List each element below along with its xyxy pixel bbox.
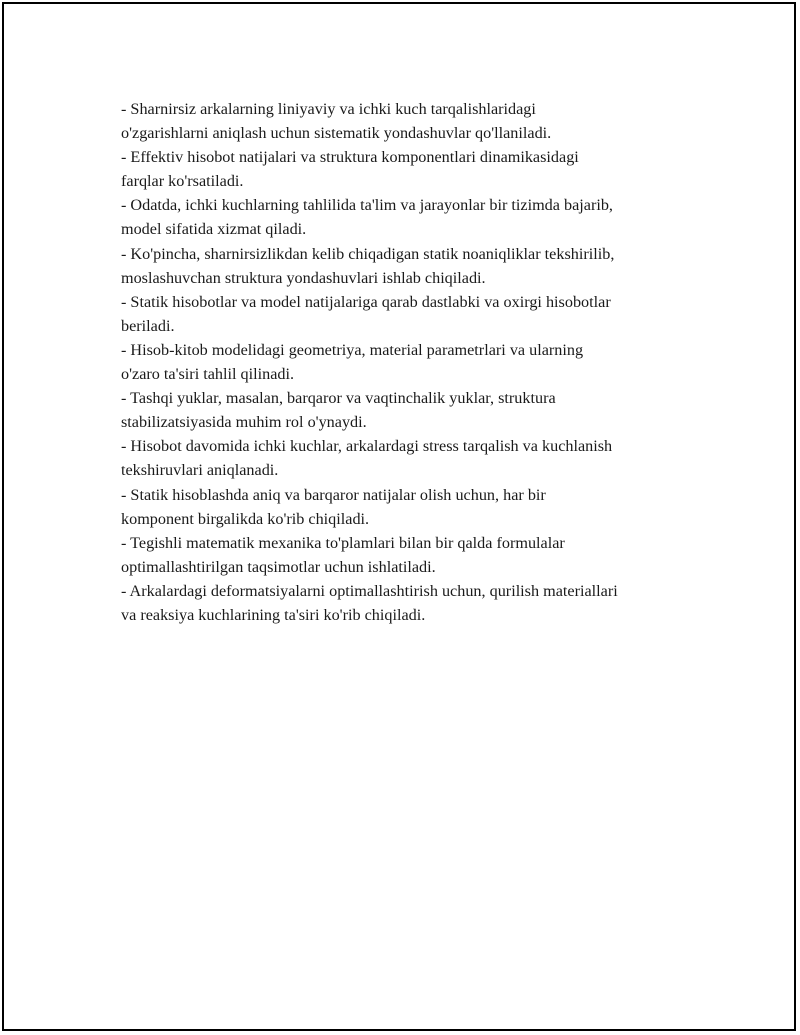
text-line: - Arkalardagi deformatsiyalarni optimallashtirish uchun, qurilish materiallari xyxy=(121,581,618,600)
text-line: - Sharnirsiz arkalarning liniyaviy va ichki kuch tarqalishlaridagi xyxy=(121,100,536,118)
text-line: optimallashtirilgan taqsimotlar uchun ishlatiladi. xyxy=(121,557,436,576)
text-line: - Ko'pincha, sharnirsizlikdan kelib chiqadigan statik noaniqliklar tekshirilib, xyxy=(121,244,615,263)
text-line: - Statik hisobotlar va model natijalariga qarab dastlabki va oxirgi hisobotlar xyxy=(121,292,611,311)
text-line: va reaksiya kuchlarining ta'siri ko'rib chiqiladi. xyxy=(121,605,426,624)
text-line: - Statik hisoblashda aniq va barqaror natijalar olish uchun, har bir xyxy=(121,485,546,504)
text-line: stabilizatsiyasida muhim rol o'ynaydi. xyxy=(121,413,367,432)
document-body xyxy=(121,97,696,627)
text-line: beriladi. xyxy=(121,316,175,335)
text-line: - Tegishli matematik mexanika to'plamlari bilan bir qalda formulalar xyxy=(121,533,565,552)
text-line: - Hisob-kitob modelidagi geometriya, material parametrlari va ularning xyxy=(121,340,584,359)
text-line: - Odatda, ichki kuchlarning tahlilida ta'lim va jarayonlar bir tizimda bajarib, xyxy=(121,196,613,215)
text-line: tekshiruvlari aniqlanadi. xyxy=(121,461,279,480)
text-line: o'zgarishlarni aniqlash uchun sistematik yondashuvlar qo'llaniladi. xyxy=(121,124,552,143)
text-line: model sifatida xizmat qiladi. xyxy=(121,220,307,239)
text-line: - Tashqi yuklar, masalan, barqaror va vaqtinchalik yuklar, struktura xyxy=(121,389,556,408)
page-frame xyxy=(2,2,796,1031)
text-line: komponent birgalikda ko'rib chiqiladi. xyxy=(121,509,370,528)
text-line: - Hisobot davomida ichki kuchlar, arkalardagi stress tarqalish va kuchlanish xyxy=(121,437,613,456)
text-line: o'zaro ta'siri tahlil qilinadi. xyxy=(121,365,295,384)
text-line: - Effektiv hisobot natijalari va struktura komponentlari dinamikasidagi xyxy=(121,148,579,167)
text-line: farqlar ko'rsatiladi. xyxy=(121,172,244,191)
text-line: moslashuvchan struktura yondashuvlari ishlab chiqiladi. xyxy=(121,268,486,287)
